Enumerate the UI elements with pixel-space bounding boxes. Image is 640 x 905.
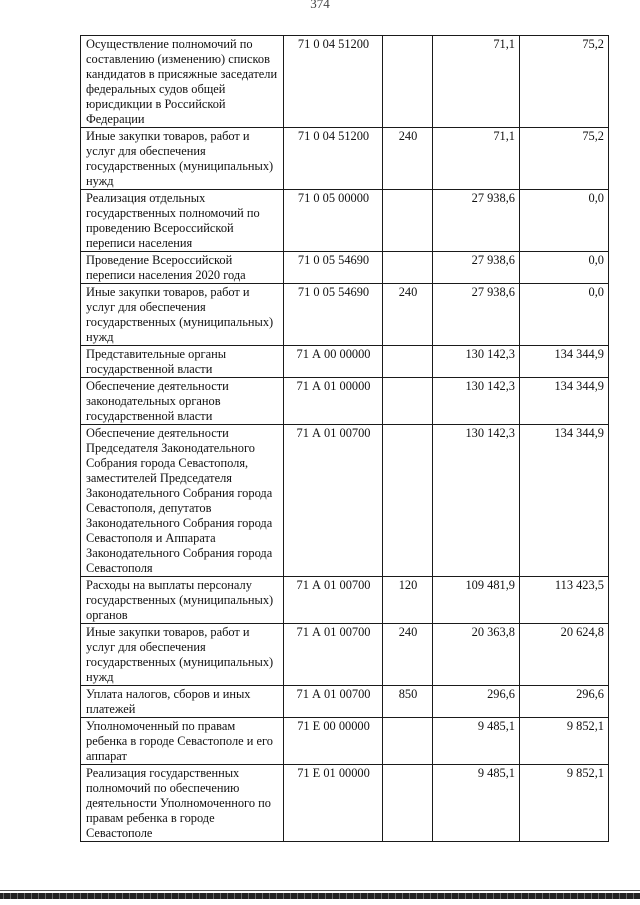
scan-edge-line xyxy=(0,890,640,891)
row-code: 71 А 01 00700 xyxy=(284,577,383,624)
row-value-2: 75,2 xyxy=(520,36,609,128)
table-row xyxy=(81,36,609,128)
table-row xyxy=(81,577,609,624)
table-row xyxy=(81,284,609,346)
row-value-1: 9 485,1 xyxy=(433,718,520,765)
row-value-1: 296,6 xyxy=(433,686,520,718)
row-name: Обеспечение деятельности законодательных органов государственной власти xyxy=(81,378,284,425)
row-value-2: 134 344,9 xyxy=(520,425,609,577)
row-name: Проведение Всероссийской переписи населения 2020 года xyxy=(81,252,284,284)
budget-table xyxy=(80,35,609,842)
table-row xyxy=(81,765,609,842)
row-expense-type xyxy=(383,346,433,378)
row-expense-type xyxy=(383,252,433,284)
row-value-2: 0,0 xyxy=(520,252,609,284)
row-value-1: 20 363,8 xyxy=(433,624,520,686)
row-value-1: 71,1 xyxy=(433,128,520,190)
table-row xyxy=(81,378,609,425)
page-number: 374 xyxy=(310,0,330,11)
row-value-2: 9 852,1 xyxy=(520,718,609,765)
row-expense-type: 850 xyxy=(383,686,433,718)
row-code: 71 0 05 00000 xyxy=(284,190,383,252)
row-code: 71 0 05 54690 xyxy=(284,252,383,284)
row-value-1: 109 481,9 xyxy=(433,577,520,624)
row-code: 71 А 01 00700 xyxy=(284,686,383,718)
row-value-2: 20 624,8 xyxy=(520,624,609,686)
row-code: 71 Е 01 00000 xyxy=(284,765,383,842)
table-row xyxy=(81,718,609,765)
row-expense-type xyxy=(383,765,433,842)
row-expense-type: 240 xyxy=(383,128,433,190)
row-value-1: 130 142,3 xyxy=(433,378,520,425)
row-name: Иные закупки товаров, работ и услуг для обеспечения государственных (муниципальных) нужд xyxy=(81,624,284,686)
table-row xyxy=(81,425,609,577)
row-expense-type: 240 xyxy=(383,284,433,346)
row-value-2: 9 852,1 xyxy=(520,765,609,842)
row-code: 71 0 05 54690 xyxy=(284,284,383,346)
table-row xyxy=(81,686,609,718)
row-expense-type xyxy=(383,425,433,577)
row-value-1: 27 938,6 xyxy=(433,190,520,252)
row-value-2: 0,0 xyxy=(520,190,609,252)
table-row xyxy=(81,128,609,190)
row-name: Обеспечение деятельности Председателя Законодательного Собрания города Севастополя, заместителей Председателя Законодательного Собрания города Севастополя, депутатов Законодательного Собрания города Севастополя и Аппарата Законодательного Собрания города Севастополя xyxy=(81,425,284,577)
row-name: Расходы на выплаты персоналу государственных (муниципальных) органов xyxy=(81,577,284,624)
row-name: Реализация государственных полномочий по обеспечению деятельности Уполномоченного по правам ребенка в городе Севастополе xyxy=(81,765,284,842)
row-code: 71 0 04 51200 xyxy=(284,36,383,128)
table-row xyxy=(81,252,609,284)
row-value-1: 9 485,1 xyxy=(433,765,520,842)
row-code: 71 Е 00 00000 xyxy=(284,718,383,765)
row-value-1: 27 938,6 xyxy=(433,252,520,284)
row-expense-type xyxy=(383,36,433,128)
scan-edge-border xyxy=(0,893,640,899)
row-name: Осуществление полномочий по составлению (изменению) списков кандидатов в присяжные заседатели федеральных судов общей юрисдикции в Российской Федерации xyxy=(81,36,284,128)
table-row xyxy=(81,346,609,378)
row-name: Представительные органы государственной власти xyxy=(81,346,284,378)
row-expense-type: 240 xyxy=(383,624,433,686)
row-name: Реализация отдельных государственных полномочий по проведению Всероссийской переписи населения xyxy=(81,190,284,252)
row-value-2: 134 344,9 xyxy=(520,346,609,378)
row-value-1: 130 142,3 xyxy=(433,346,520,378)
row-expense-type xyxy=(383,378,433,425)
row-value-2: 113 423,5 xyxy=(520,577,609,624)
row-code: 71 А 01 00000 xyxy=(284,378,383,425)
row-value-1: 27 938,6 xyxy=(433,284,520,346)
row-name: Уполномоченный по правам ребенка в городе Севастополе и его аппарат xyxy=(81,718,284,765)
row-name: Уплата налогов, сборов и иных платежей xyxy=(81,686,284,718)
row-name: Иные закупки товаров, работ и услуг для обеспечения государственных (муниципальных) нужд xyxy=(81,128,284,190)
row-expense-type xyxy=(383,718,433,765)
row-value-1: 130 142,3 xyxy=(433,425,520,577)
row-code: 71 0 04 51200 xyxy=(284,128,383,190)
row-code: 71 А 01 00700 xyxy=(284,624,383,686)
row-code: 71 А 00 00000 xyxy=(284,346,383,378)
table-row xyxy=(81,624,609,686)
row-value-2: 134 344,9 xyxy=(520,378,609,425)
row-expense-type xyxy=(383,190,433,252)
table-row xyxy=(81,190,609,252)
row-code: 71 А 01 00700 xyxy=(284,425,383,577)
row-expense-type: 120 xyxy=(383,577,433,624)
row-value-2: 0,0 xyxy=(520,284,609,346)
row-value-2: 296,6 xyxy=(520,686,609,718)
row-name: Иные закупки товаров, работ и услуг для обеспечения государственных (муниципальных) нужд xyxy=(81,284,284,346)
row-value-1: 71,1 xyxy=(433,36,520,128)
row-value-2: 75,2 xyxy=(520,128,609,190)
